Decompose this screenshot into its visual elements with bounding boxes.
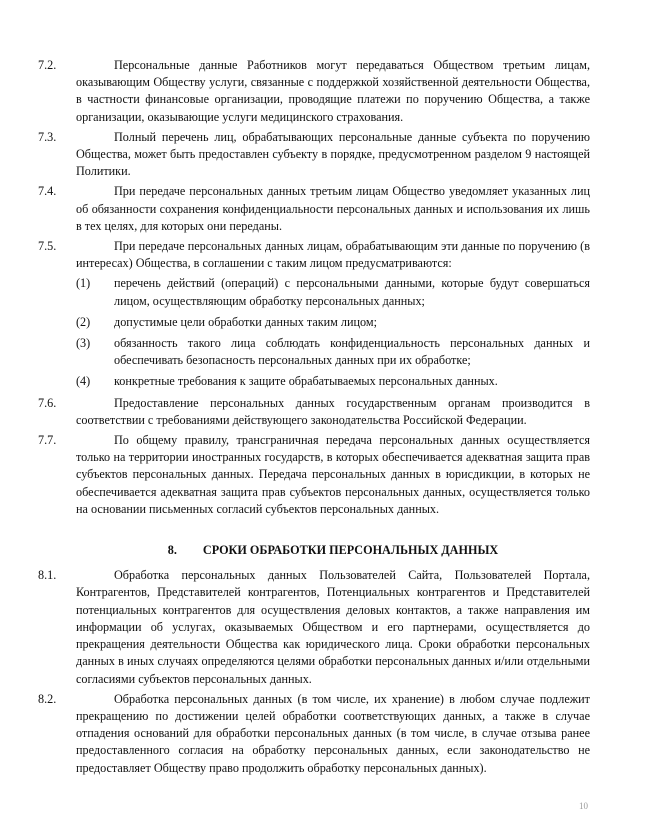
list-item-text: допустимые цели обработки данных таким лицом; bbox=[114, 314, 378, 329]
section-number: 8. bbox=[167, 543, 177, 558]
list-item-text: перечень действий (операций) с персональными данными, которые будут совершаться лицом, осуществляющим обработку персональных данных; bbox=[114, 276, 590, 308]
section-title: СРОКИ ОБРАБОТКИ ПЕРСОНАЛЬНЫХ ДАННЫХ bbox=[202, 543, 499, 558]
paragraph-number: 7.7. bbox=[38, 433, 57, 448]
paragraph-7-2 bbox=[38, 57, 590, 126]
section-heading bbox=[76, 542, 590, 559]
paragraph-text: При передаче персональных данных лицам, обрабатывающим эти данные по поручению (в интересах) Общества, в соглашении с таким лицом предусматриваются: bbox=[76, 239, 590, 271]
paragraph-text: Полный перечень лиц, обрабатывающих персональные данные субъекта по поручению Общества, может быть предоставлен субъекту в порядке, предусмотренном разделом 9 настоящей Политики. bbox=[76, 129, 590, 179]
paragraph-number: 7.3. bbox=[38, 129, 57, 144]
paragraph-7-3 bbox=[38, 129, 590, 181]
paragraph-text: Предоставление персональных данных государственным органам производится в соответствии с требованиями действующего законодательства Российской Федерации. bbox=[76, 395, 590, 427]
paragraph-7-4 bbox=[38, 183, 590, 235]
paragraph-text: Обработка персональных данных Пользователей Сайта, Пользователей Портала, Контрагентов, Представителей контрагентов, Потенциальных контрагентов и Представителей потенциальных контрагентов для осуществления деловых контактов, а также направления им информации об услугах, оказываемых Обществом и его партнерами, осуществляется до прекращения деятельности Общества как юридического лица. Сроки обработки персональных данных в иных случаях определяются целями обработки персональных данных и/или отдельными согласиями субъектов персональных данных. bbox=[76, 568, 590, 686]
list-item-marker: (2) bbox=[76, 314, 91, 329]
paragraph-number: 7.6. bbox=[38, 395, 57, 410]
paragraph-number: 7.2. bbox=[38, 58, 57, 72]
list-item bbox=[76, 314, 590, 331]
paragraph-7-6 bbox=[38, 395, 590, 429]
paragraph-number: 8.2. bbox=[38, 691, 57, 706]
list-item-text: конкретные требования к защите обрабатываемых персональных данных. bbox=[114, 374, 498, 389]
paragraph-8-2 bbox=[38, 691, 590, 777]
paragraph-text: При передаче персональных данных третьим лицам Общество уведомляет указанных лиц об обязанности сохранения конфиденциальности персональных данных и использования их лишь в тех целях, для которых они переданы. bbox=[76, 184, 590, 233]
page-content bbox=[38, 57, 590, 780]
page-number: 10 bbox=[579, 801, 588, 811]
paragraph-number: 7.5. bbox=[38, 239, 57, 254]
list-item-marker: (4) bbox=[76, 374, 91, 389]
list-item-marker: (1) bbox=[76, 276, 91, 291]
paragraph-text: Персональные данные Работников могут передаваться Обществом третьим лицам, оказывающим Обществу услуги, связанные с поддержкой хозяйственной деятельности Общества, в частности финансовые организации, проводящие платежи по поручению Общества, а также организации, оказывающие услуги медицинского страхования. bbox=[76, 58, 590, 124]
list-item-marker: (3) bbox=[76, 336, 91, 351]
paragraph-text: По общему правилу, трансграничная передача персональных данных осуществляется только на территории иностранных государств, в которых обеспечивается адекватная защита прав субъектов персональных данных. Передача персональных данных в юрисдикции, в которых не обеспечивается адекватная защита прав субъектов персональных данных, осуществляется только на основании письменных согласий субъектов персональных данных. bbox=[76, 433, 590, 516]
list-item bbox=[76, 335, 590, 369]
paragraph-number: 8.1. bbox=[38, 568, 57, 583]
list-item bbox=[76, 275, 590, 309]
paragraph-number: 7.4. bbox=[38, 184, 57, 199]
list-item-text: обязанность такого лица соблюдать конфиденциальность персональных данных и обеспечивать безопасность персональных данных при их обработке; bbox=[114, 336, 590, 368]
paragraph-7-5 bbox=[38, 238, 590, 272]
paragraph-text: Обработка персональных данных (в том числе, их хранение) в любом случае подлежит прекращению по достижении целей обработки соответствующих данных, а также в случае отпадения оснований для обработки персональных данных (в том числе, в случае отзыва ранее предоставленного согласия на обработку персональных данных, если законодательство не предоставляет Обществу право продолжить обработку персональных данных). bbox=[76, 691, 590, 775]
paragraph-7-7 bbox=[38, 432, 590, 518]
paragraph-8-1 bbox=[38, 567, 590, 687]
list-item bbox=[76, 373, 590, 390]
